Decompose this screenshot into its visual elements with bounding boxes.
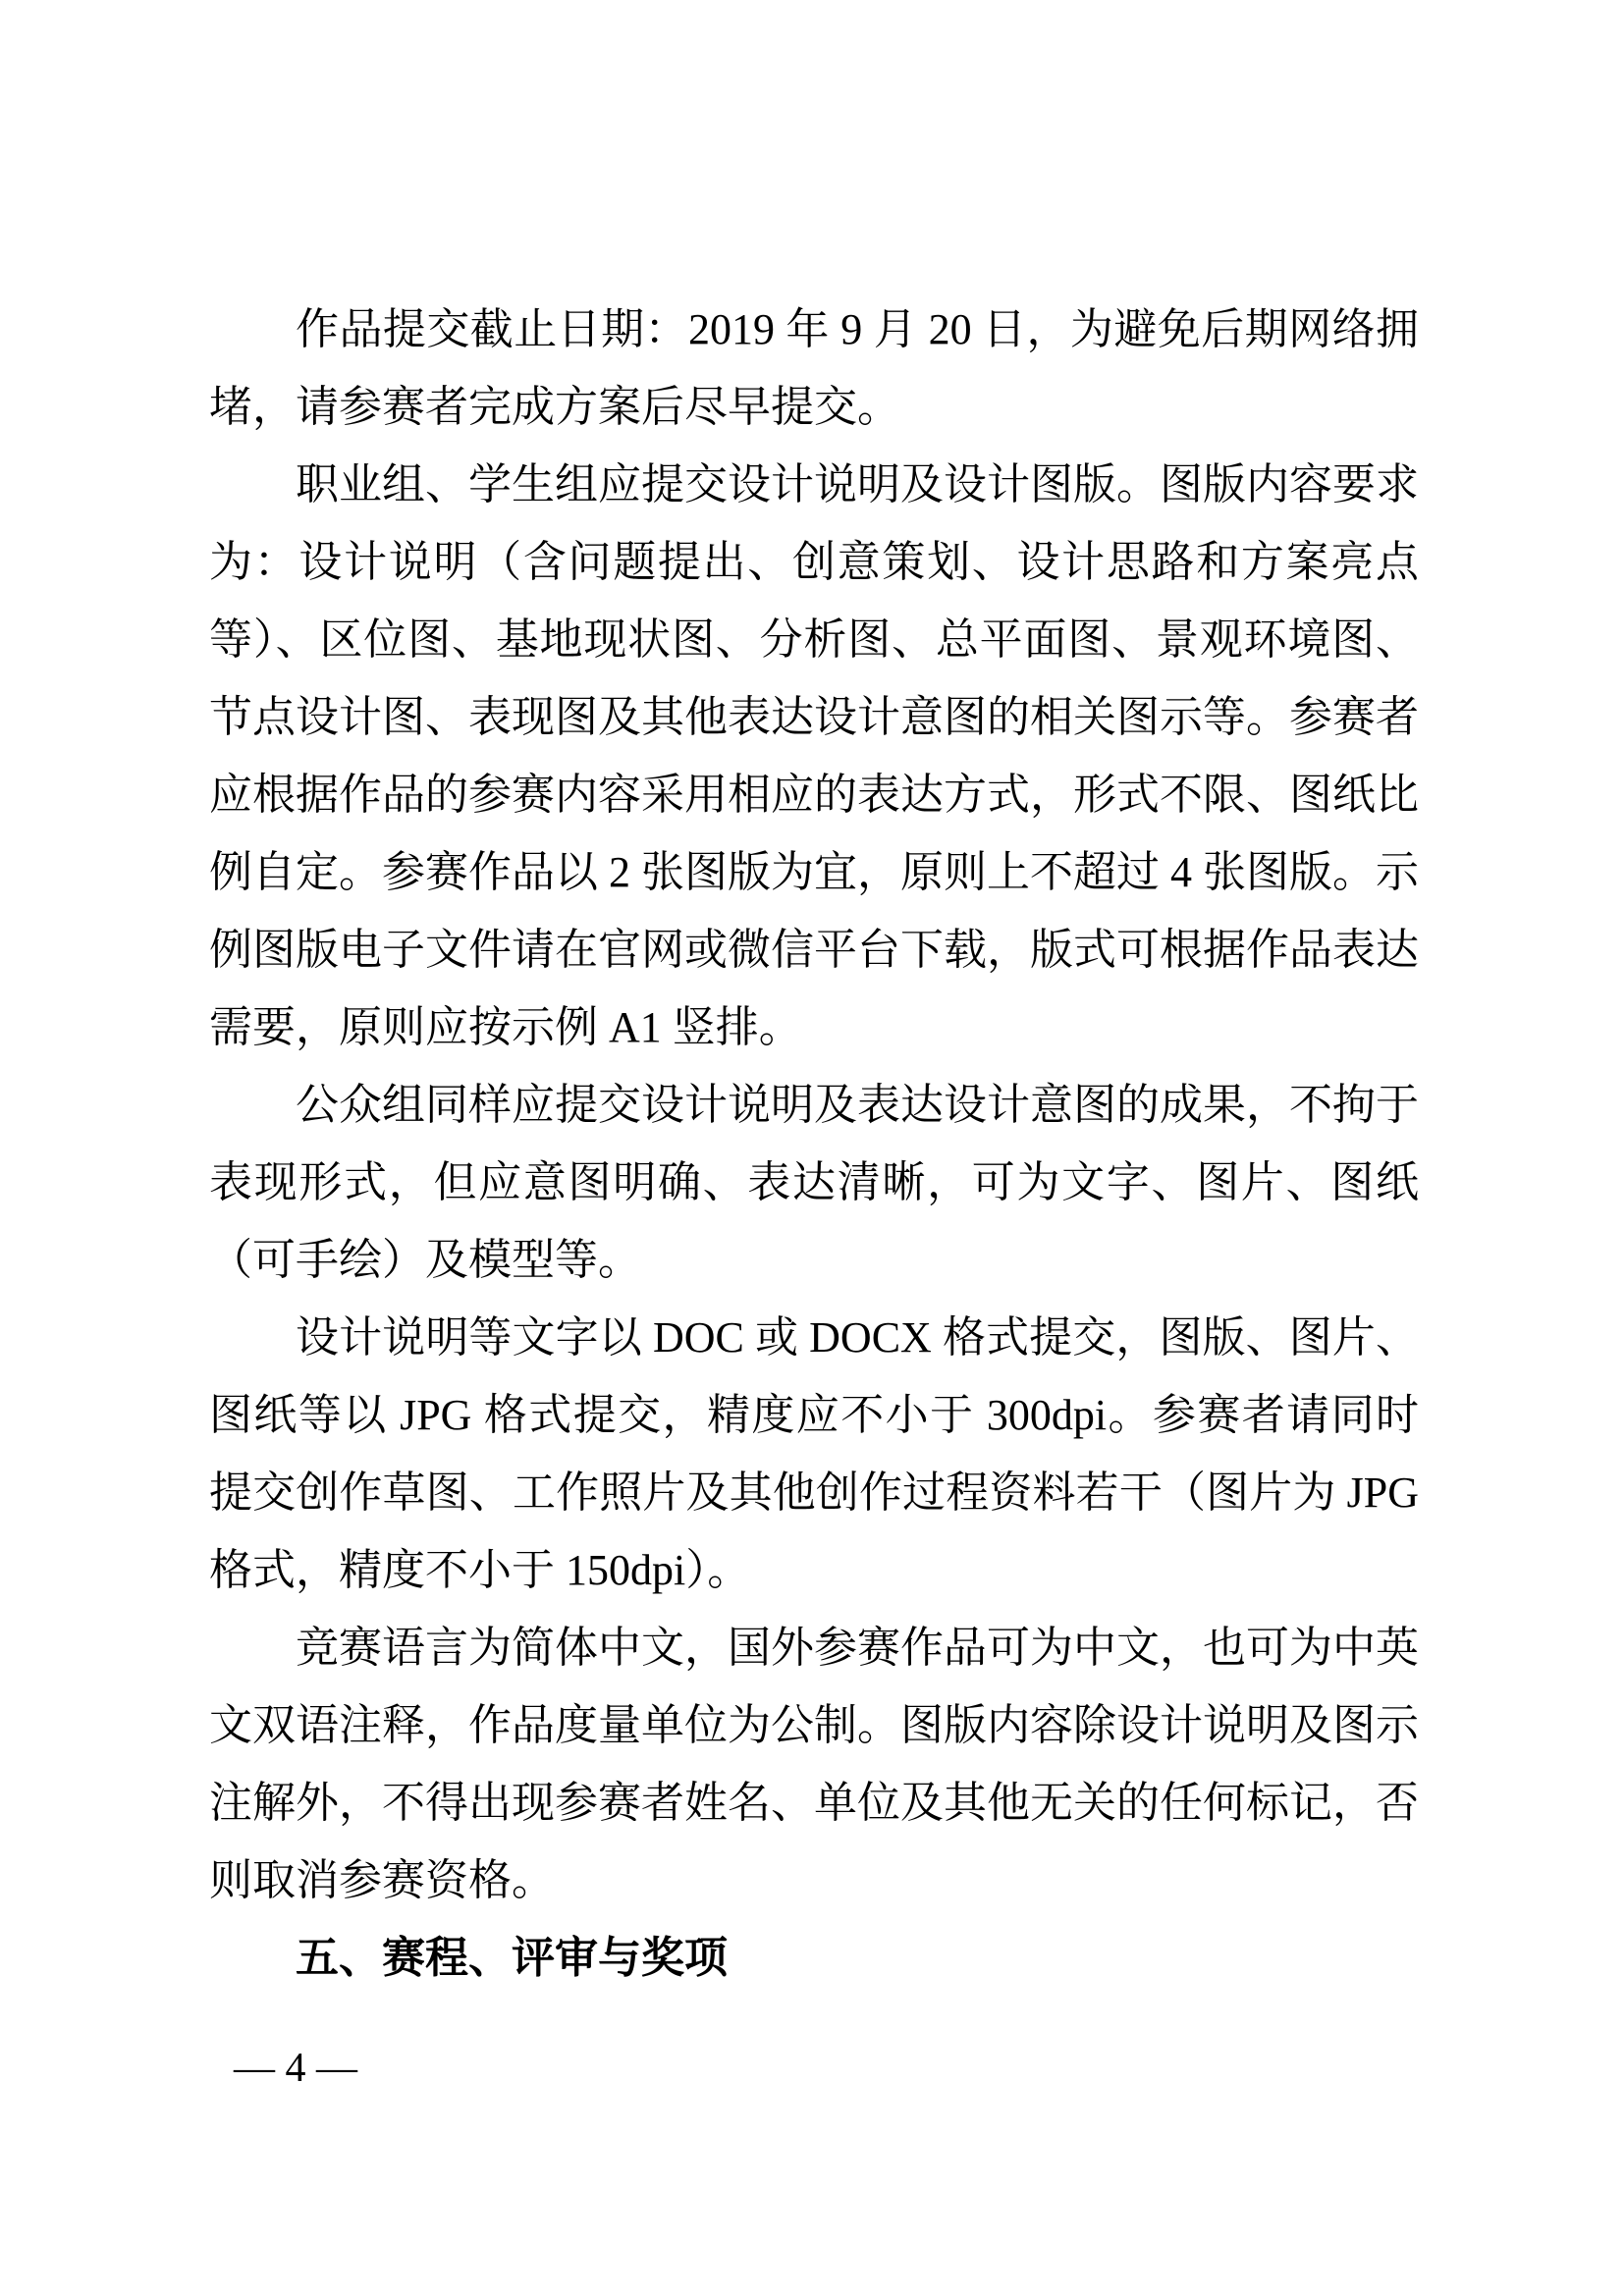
paragraph-public-group-requirements: 公众组同样应提交设计说明及表达设计意图的成果，不拘于表现形式，但应意图明确、表达清晰，可为文字、图片、图纸（可手绘）及模型等。 bbox=[209, 1081, 1419, 1284]
document-body bbox=[209, 291, 1419, 1997]
paragraph-language-rules: 竞赛语言为简体中文，国外参赛作品可为中文，也可为中英文双语注释，作品度量单位为公制。图版内容除设计说明及图示注解外，不得出现参赛者姓名、单位及其他无关的任何标记，否则取消参赛资格。 bbox=[209, 1624, 1419, 1904]
paragraph-professional-student-requirements: 职业组、学生组应提交设计说明及设计图版。图版内容要求为：设计说明（含问题提出、创意策划、设计思路和方案亮点等）、区位图、基地现状图、分析图、总平面图、景观环境图、节点设计图、表现图及其他表达设计意图的相关图示等。参赛者应根据作品的参赛内容采用相应的表达方式，形式不限、图纸比例自定。参赛作品以 2 张图版为宜，原则上不超过 4 张图版。示例图版电子文件请在官网或微信平台下载，版式可根据作品表达需要，原则应按示例 A1 竖排。 bbox=[209, 460, 1419, 1051]
section-heading: 五、赛程、评审与奖项 bbox=[296, 1934, 728, 1982]
paragraph-file-formats: 设计说明等文字以 DOC 或 DOCX 格式提交，图版、图片、图纸等以 JPG 格式提交，精度应不小于 300dpi。参赛者请同时提交创作草图、工作照片及其他创作过程资料若干（图片为 JPG 格式，精度不小于 150dpi）。 bbox=[209, 1313, 1419, 1594]
paragraph-submission-deadline: 作品提交截止日期：2019 年 9 月 20 日，为避免后期网络拥堵，请参赛者完成方案后尽早提交。 bbox=[209, 305, 1419, 431]
page-number: — 4 — bbox=[234, 2046, 357, 2091]
